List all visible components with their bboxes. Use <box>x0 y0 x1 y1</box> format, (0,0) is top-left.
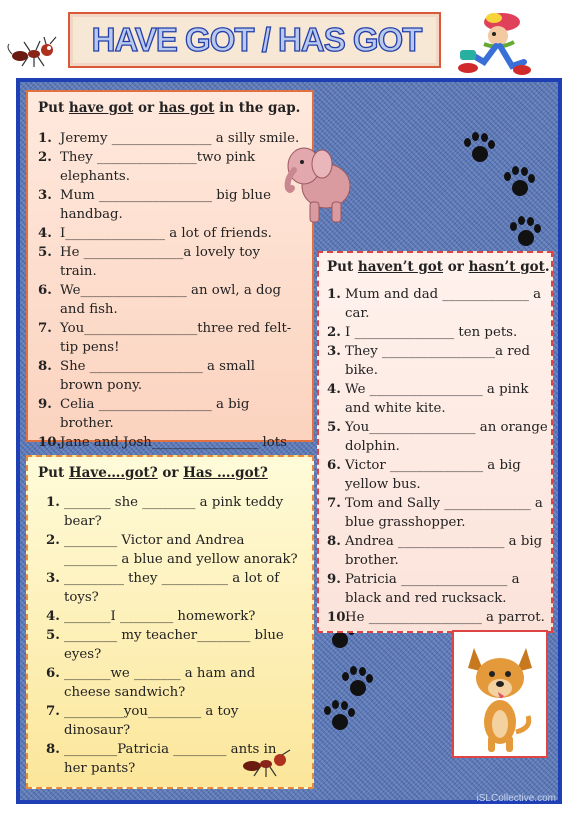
item-number: 4. <box>38 226 52 241</box>
exercise-panel-have-got-questions <box>26 455 314 789</box>
item-number: 10. <box>38 435 62 450</box>
paw-print-icon <box>502 166 536 200</box>
exercise-item <box>28 531 300 569</box>
exercise-item <box>28 569 300 607</box>
item-number: 1. <box>327 287 341 302</box>
exercise-item <box>38 243 300 281</box>
item-text: You________________ an orange dolphin. <box>345 420 548 454</box>
exercise-1-list <box>38 129 300 471</box>
item-text: _______ she ________ a pink teddy bear? <box>64 495 284 529</box>
exercise-item <box>327 608 549 627</box>
exercise-item <box>28 626 300 664</box>
exercise-item <box>327 285 549 323</box>
exercise-item <box>327 570 549 608</box>
item-text: Andrea ________________ a big brother. <box>345 534 543 568</box>
item-number: 3. <box>327 344 341 359</box>
exercise-item <box>38 357 300 395</box>
item-number: 5. <box>46 628 60 643</box>
exercise-item <box>28 493 300 531</box>
exercise-item <box>327 456 549 494</box>
item-number: 10. <box>327 610 351 625</box>
item-text: ________Patricia ________ ants in her pants? <box>64 742 277 776</box>
item-number: 1. <box>46 495 60 510</box>
item-number: 6. <box>46 666 60 681</box>
paw-print-icon <box>508 216 542 250</box>
ant-illustration-small <box>238 748 296 780</box>
exercise-item <box>38 395 300 433</box>
exercise-item <box>38 148 300 186</box>
item-number: 4. <box>327 382 341 397</box>
dog-illustration <box>454 632 546 756</box>
item-number: 3. <box>38 188 52 203</box>
item-text: Jeremy _______________ a silly smile. <box>60 131 300 146</box>
exercise-3-list <box>28 493 300 778</box>
item-number: 2. <box>38 150 52 165</box>
exercise-3-heading: Put Have….got? or Has ….got? <box>38 465 268 481</box>
item-number: 3. <box>46 571 60 586</box>
item-text: He _________________ a parrot. <box>345 610 545 625</box>
item-text: We________________ an owl, a dog and fish. <box>60 283 282 317</box>
exercise-2-heading: Put haven’t got or hasn’t got. <box>327 259 550 275</box>
item-text: We _________________ a pink and white kite. <box>345 382 529 416</box>
cartoon-character-illustration <box>454 6 534 80</box>
item-text: You_________________three red felt-tip pens! <box>60 321 292 355</box>
item-text: _______we _______ a ham and cheese sandwich? <box>64 666 256 700</box>
item-number: 1. <box>38 131 52 146</box>
title-banner <box>68 12 441 68</box>
item-text: Celia _________________ a big brother. <box>60 397 250 431</box>
item-text: I_______________ a lot of friends. <box>60 226 272 241</box>
watermark: iSLCollective.com <box>476 793 556 804</box>
item-number: 5. <box>327 420 341 435</box>
item-number: 8. <box>46 742 60 757</box>
exercise-item <box>38 129 300 148</box>
ant-illustration <box>6 36 62 68</box>
item-text: Victor ______________ a big yellow bus. <box>345 458 521 492</box>
exercise-item <box>28 664 300 702</box>
item-text: Patricia ________________ a black and red rucksack. <box>345 572 520 606</box>
item-number: 7. <box>46 704 60 719</box>
exercise-item <box>38 281 300 319</box>
item-number: 6. <box>38 283 52 298</box>
item-text: Jane and Josh________________ lots <box>60 435 287 450</box>
exercise-item <box>327 380 549 418</box>
paw-print-icon <box>322 700 356 734</box>
item-number: 8. <box>327 534 341 549</box>
item-text: ________ my teacher________ blue eyes? <box>64 628 284 662</box>
item-text: _________ they __________ a lot of toys? <box>64 571 280 605</box>
exercise-panel-have-got <box>26 90 314 450</box>
exercise-item <box>38 186 300 224</box>
exercise-item <box>28 607 300 626</box>
item-text: They _______________two pink elephants. <box>60 150 256 184</box>
exercise-item <box>327 494 549 532</box>
exercise-item <box>327 418 549 456</box>
item-number: 9. <box>327 572 341 587</box>
item-number: 4. <box>46 609 60 624</box>
item-number: 5. <box>38 245 52 260</box>
item-number: 7. <box>38 321 52 336</box>
exercise-item <box>327 323 549 342</box>
item-text: I _______________ ten pets. <box>345 325 518 340</box>
page-title: HAVE GOT / HAS GOT <box>91 21 422 58</box>
dog-picture-frame <box>452 630 548 758</box>
exercise-item <box>38 319 300 357</box>
item-text: ________ Victor and Andrea ________ a blue and yellow anorak? <box>64 533 298 567</box>
item-number: 7. <box>327 496 341 511</box>
exercise-item <box>28 702 300 740</box>
item-text: _________you________ a toy dinosaur? <box>64 704 239 738</box>
exercise-1-heading: Put have got or has got in the gap. <box>38 100 301 116</box>
exercise-item <box>327 532 549 570</box>
item-text: Tom and Sally _____________ a blue grasshopper. <box>345 496 543 530</box>
elephant-illustration <box>282 140 356 228</box>
exercise-item <box>327 342 549 380</box>
item-text: Mum _________________ big blue handbag. <box>60 188 271 222</box>
item-number: 2. <box>327 325 341 340</box>
paw-print-icon <box>462 132 496 166</box>
paw-print-icon <box>340 666 374 700</box>
item-number: 9. <box>38 397 52 412</box>
item-text: Mum and dad _____________ a car. <box>345 287 542 321</box>
item-text: She _________________ a small brown pony. <box>60 359 256 393</box>
exercise-2-list <box>327 285 549 627</box>
item-text: He _______________a lovely toy train. <box>60 245 261 279</box>
item-text: They _________________a red bike. <box>345 344 530 378</box>
item-number: 2. <box>46 533 60 548</box>
exercise-panel-havent-got <box>317 251 553 633</box>
item-number: 8. <box>38 359 52 374</box>
exercise-item <box>38 224 300 243</box>
item-text: _______I ________ homework? <box>64 609 256 624</box>
item-number: 6. <box>327 458 341 473</box>
